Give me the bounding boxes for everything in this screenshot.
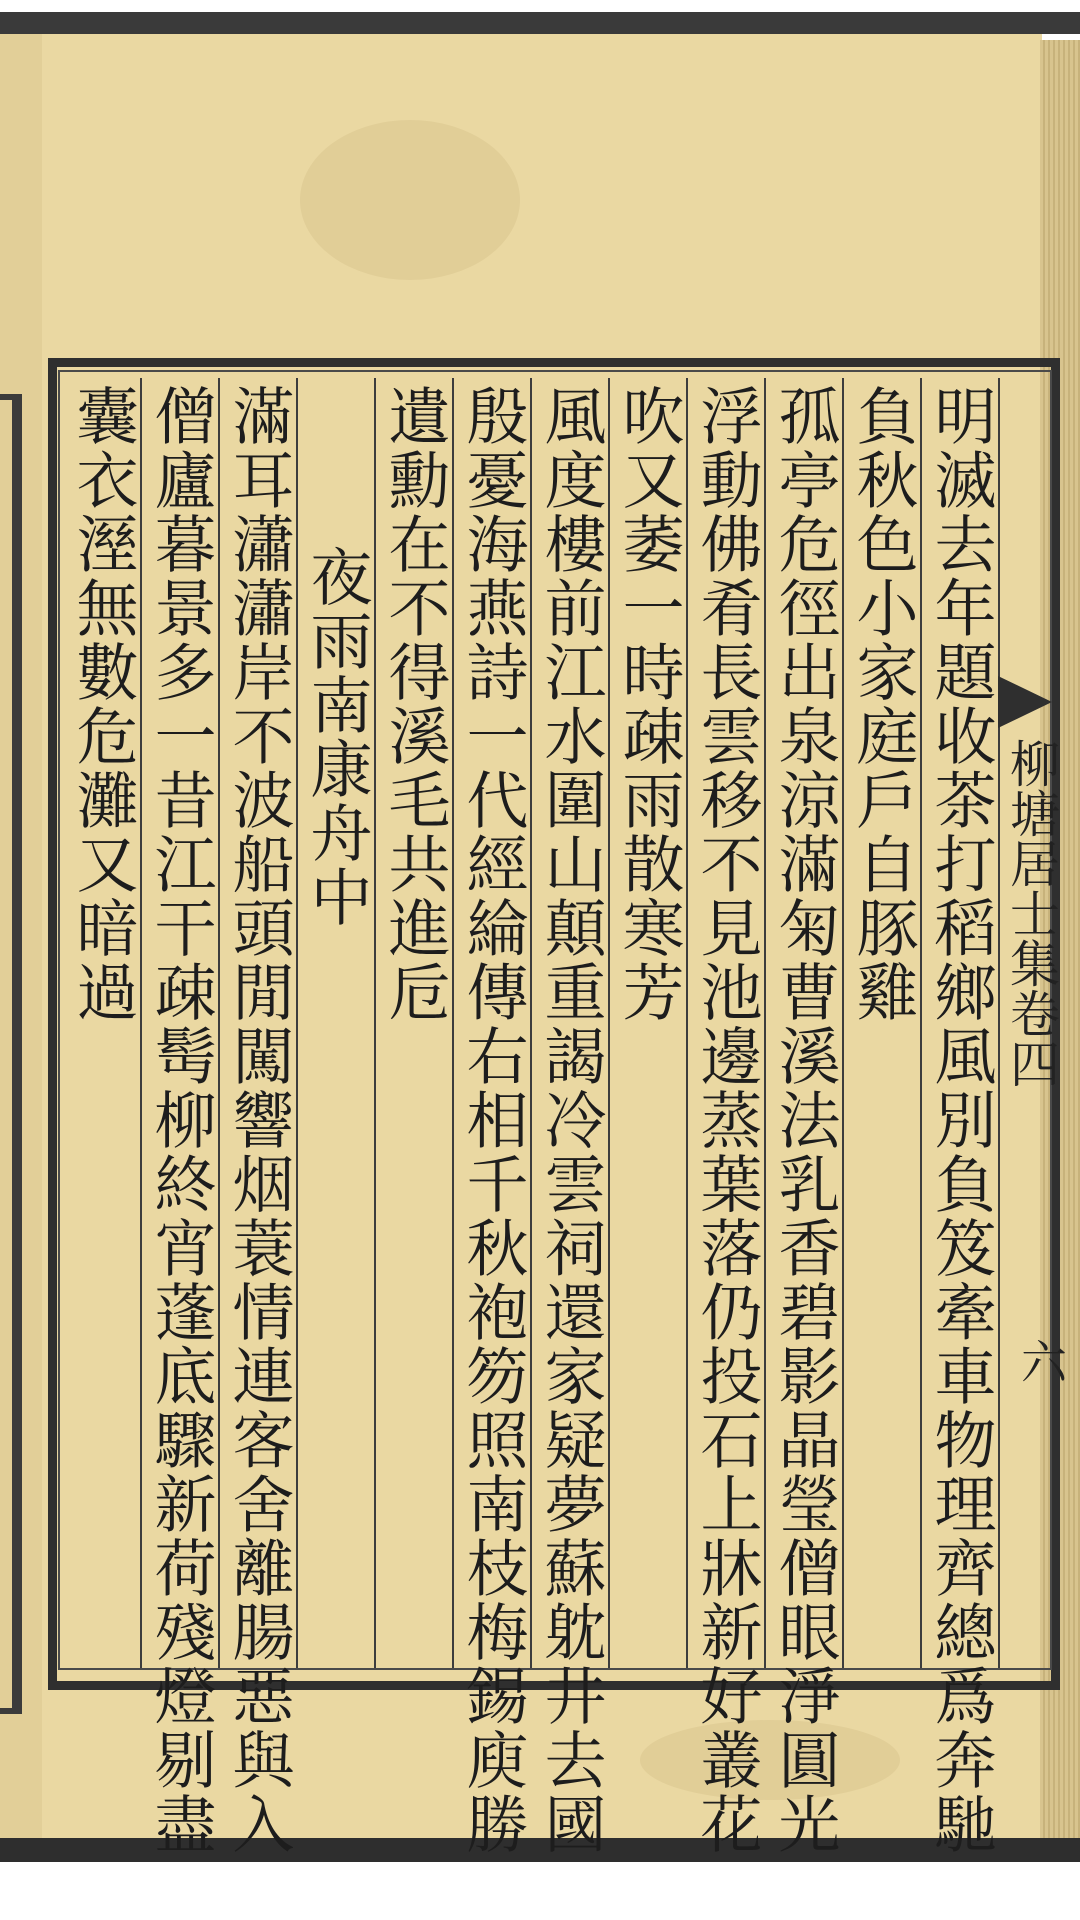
text-column-6: 風度樓前江水圍山顛重謁冷雲祠還家疑夢蘇躭井去國 xyxy=(534,384,607,1856)
text-column-5: 吹又萎一時疎雨散寒芳 xyxy=(612,384,685,1024)
text-column-2: 負秋色小家庭戶自豚雞 xyxy=(846,384,919,1024)
text-column-11: 僧廬暮景多一昔江干疎髩柳終宵蓬底驟新荷殘燈剔盡 xyxy=(144,384,217,1856)
text-column-12: 囊衣溼無數危灘又暗過 xyxy=(66,384,139,1024)
banxin-title: 柳塘居士集卷四 xyxy=(1002,738,1060,1088)
scan-top-edge xyxy=(0,12,1080,34)
text-column-10: 滿耳瀟瀟岸不波船頭閒闖響烟蓑情連客舍離腸惡與入 xyxy=(222,384,295,1856)
text-column-8: 遺勳在不得溪毛共進卮 xyxy=(378,384,451,1024)
text-column-4: 浮動佛肴長雲移不見池邊蒸葉落仍投石上牀新好叢花 xyxy=(690,384,763,1856)
banxin-page-number: 六 xyxy=(1014,1338,1068,1384)
text-column-7: 殷憂海燕詩一代經綸傳右相千秋袍笏照南枝梅錫庾勝 xyxy=(456,384,529,1856)
banxin-column xyxy=(998,378,1068,1668)
text-column-1: 明滅去年題收茶打稻鄉風別負笈牽車物理齊總爲奔馳 xyxy=(924,384,997,1856)
left-page-edge xyxy=(0,34,44,1838)
text-column-3: 孤亭危徑出泉涼滿匊曹溪法乳香碧影晶瑩僧眼淨圓光 xyxy=(768,384,841,1856)
left-page-border xyxy=(0,394,22,1714)
fishtail-mark-icon xyxy=(998,676,1052,728)
paper-stain xyxy=(300,120,520,280)
poem-title: 夜雨南康舟中 xyxy=(300,545,373,929)
